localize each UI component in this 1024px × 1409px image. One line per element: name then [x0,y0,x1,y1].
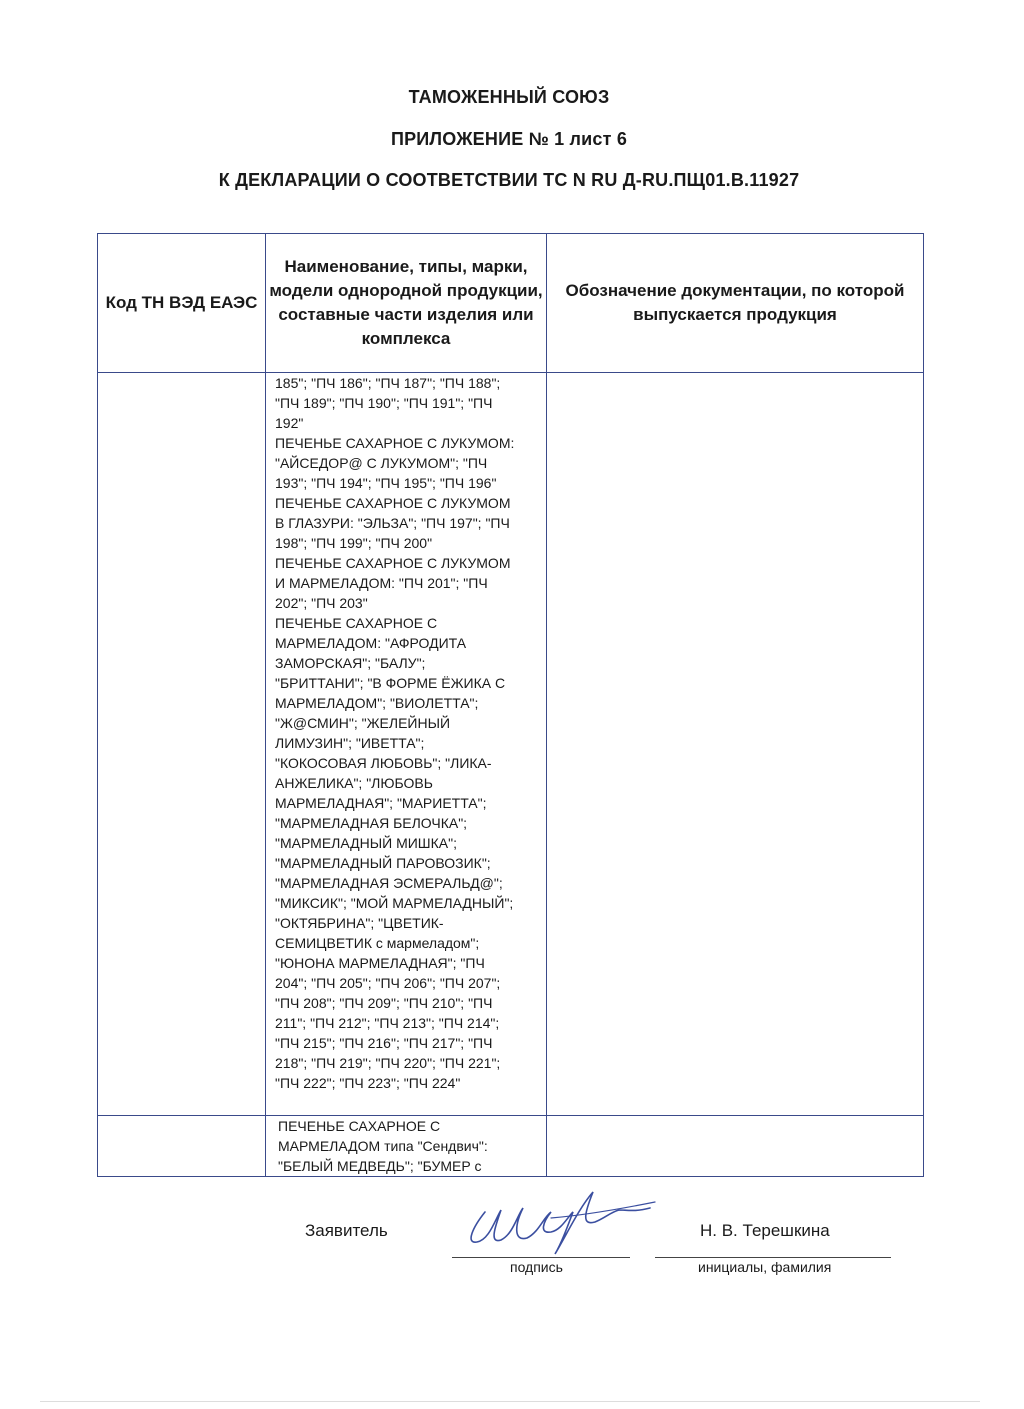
signature-line [452,1257,630,1258]
name-line [655,1257,891,1258]
header-name: Наименование, типы, марки, модели однородной продукции, составные части изделия или комплекса [266,234,547,373]
cell-name: ПЕЧЕНЬЕ САХАРНОЕ С МАРМЕЛАДОМ типа "Сендвич": "БЕЛЫЙ МЕДВЕДЬ"; "БУМЕР с [266,1116,547,1177]
cell-code [98,1116,266,1177]
cell-code [98,373,266,1116]
header-docs: Обозначение документации, по которой выпускается продукция [547,234,924,373]
name-caption: инициалы, фамилия [698,1259,832,1275]
appendix-title: ПРИЛОЖЕНИЕ № 1 лист 6 [390,129,628,149]
signature-caption: подпись [510,1259,563,1275]
table-row [98,1116,924,1177]
table-header-row [98,234,924,373]
products-table [97,233,924,1177]
applicant-label: Заявитель [305,1221,388,1240]
union-title: ТАМОЖЕННЫЙ СОЮЗ [408,87,610,107]
header-code: Код ТН ВЭД ЕАЭС [98,234,266,373]
applicant-name: Н. В. Терешкина [700,1221,830,1240]
page-bottom-rule [40,1401,980,1402]
cell-docs [547,1116,924,1177]
cell-name: 185"; "ПЧ 186"; "ПЧ 187"; "ПЧ 188"; "ПЧ 189"; "ПЧ 190"; "ПЧ 191"; "ПЧ 192" ПЕЧЕНЬЕ САХАРНОЕ С ЛУКУМОМ: "АЙСЕДОР@ С ЛУКУМОМ"; "ПЧ 193"; "ПЧ 194"; "ПЧ 195"; "ПЧ 196" ПЕЧЕНЬЕ САХАРНОЕ С ЛУКУМОМ В ГЛАЗУРИ: "ЭЛЬЗА"; "ПЧ 197"; "ПЧ 198"; "ПЧ 199"; "ПЧ 200" ПЕЧЕНЬЕ САХАРНОЕ С ЛУКУМОМ И МАРМЕЛАДОМ: "ПЧ 201"; "ПЧ 202"; "ПЧ 203" ПЕЧЕНЬЕ САХАРНОЕ С МАРМЕЛАДОМ: "АФРОДИТА ЗАМОРСКАЯ"; "БАЛУ"; "БРИТТАНИ"; "В ФОРМЕ ЁЖИКА С МАРМЕЛАДОМ"; "ВИОЛЕТТА"; "Ж@СМИН"; "ЖЕЛЕЙНЫЙ ЛИМУЗИН"; "ИВЕТТА"; "КОКОСОВАЯ ЛЮБОВЬ"; "ЛИКА- АНЖЕЛИКА"; "ЛЮБОВЬ МАРМЕЛАДНАЯ"; "МАРИЕТТА"; "МАРМЕЛАДНАЯ БЕЛОЧКА"; "МАРМЕЛАДНЫЙ МИШКА"; "МАРМЕЛАДНЫЙ ПАРОВОЗИК"; "МАРМЕЛАДНАЯ ЭСМЕРАЛЬД@"; "МИКСИК"; "МОЙ МАРМЕЛАДНЫЙ"; "ОКТЯБРИНА"; "ЦВЕТИК- СЕМИЦВЕТИК с мармеладом"; "ЮНОНА МАРМЕЛАДНАЯ"; "ПЧ 204"; "ПЧ 205"; "ПЧ 206"; "ПЧ 207"; "ПЧ 208"; "ПЧ 209"; "ПЧ 210"; "ПЧ 211"; "ПЧ 212"; "ПЧ 213"; "ПЧ 214"; "ПЧ 215"; "ПЧ 216"; "ПЧ 217"; "ПЧ 218"; "ПЧ 219"; "ПЧ 220"; "ПЧ 221"; "ПЧ 222"; "ПЧ 223"; "ПЧ 224" [266,373,547,1116]
table-row [98,373,924,1116]
handwritten-signature [455,1182,670,1262]
cell-docs [547,373,924,1116]
declaration-title: К ДЕКЛАРАЦИИ О СООТВЕТСТВИИ ТС N RU Д-RU.ПЩ01.В.11927 [218,170,800,190]
